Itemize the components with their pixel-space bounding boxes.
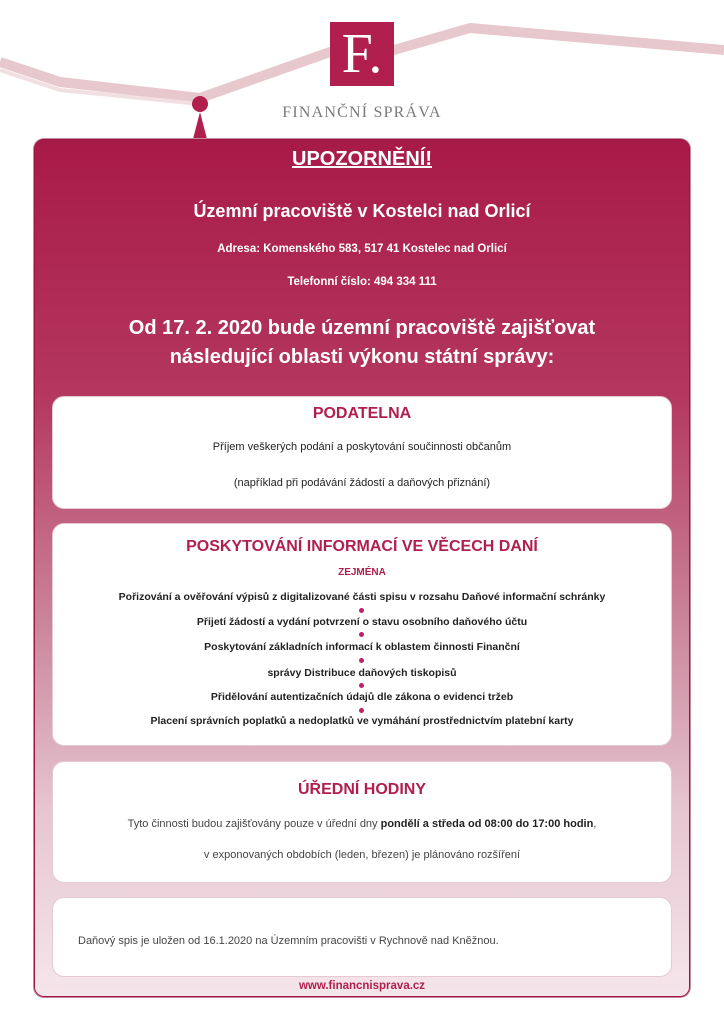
podatelna-line-1: Příjem veškerých podání a poskytování součinnosti občanům <box>212 441 512 453</box>
website-link[interactable]: www.financnisprava.cz <box>298 980 426 992</box>
informace-title: POSKYTOVÁNÍ INFORMACÍ VE VĚCECH DANÍ <box>186 538 538 555</box>
list-item: Přijetí žádostí a vydání potvrzení o stavu osobního daňového účtu <box>196 616 528 628</box>
bullet-dot-icon <box>359 632 364 637</box>
list-item: Poskytování základních informací k oblastem činnosti Finanční <box>204 641 520 653</box>
podatelna-title: PODATELNA <box>312 405 412 422</box>
hodiny-title: ÚŘEDNÍ HODINY <box>297 781 426 798</box>
office-name: Územní pracoviště v Kostelci nad Orlicí <box>193 201 531 221</box>
bullet-dot-icon <box>359 658 364 663</box>
pin-icon <box>192 96 208 112</box>
logo: F. <box>330 22 394 86</box>
hodiny-line-1 <box>53 818 671 830</box>
podatelna-line-2: (například při podávání žádostí a daňových přiznání) <box>233 477 491 489</box>
informace-card <box>52 523 672 746</box>
brand-name: FINANČNÍ SPRÁVA <box>282 104 442 121</box>
headline <box>0 314 724 372</box>
hodiny-line-2: v exponovaných obdobích (leden, březen) je plánováno rozšíření <box>203 849 521 861</box>
office-phone: Telefonní číslo: 494 334 111 <box>287 276 437 288</box>
notice-title: UPOZORNĚNÍ! <box>292 148 432 170</box>
bullet-dot-icon <box>359 683 364 688</box>
office-address: Adresa: Komenského 583, 517 41 Kostelec nad Orlicí <box>217 243 507 255</box>
list-item: správy Distribuce daňových tiskopisů <box>267 667 457 679</box>
spis-card <box>52 897 672 977</box>
bullet-dot-icon <box>359 708 364 713</box>
list-item: Placení správních poplatků a nedoplatků ve vymáhání prostřednictvím platební karty <box>150 715 574 727</box>
list-item: Pořizování a ověřování výpisů z digitalizované části spisu v rozsahu Daňové informační schránky <box>118 591 606 603</box>
hodiny-card <box>52 761 672 883</box>
bullet-dot-icon <box>359 608 364 613</box>
headline-line-2: následující oblasti výkonu státní správy: <box>169 346 555 368</box>
headline-line-1: Od 17. 2. 2020 bude územní pracoviště zajišťovat <box>128 317 596 339</box>
informace-subtitle: ZEJMÉNA <box>338 567 386 578</box>
list-item: Přidělování autentizačních údajů dle zákona o evidenci tržeb <box>210 691 514 703</box>
podatelna-card <box>52 396 672 509</box>
hodiny-line-1-prefix: Tyto činnosti budou zajišťovány pouze v úřední dny <box>127 818 381 830</box>
hodiny-office-days: pondělí a středa od 08:00 do 17:00 hodin <box>380 818 594 830</box>
spis-text: Daňový spis je uložen od 16.1.2020 na Územním pracovišti v Rychnově nad Kněžnou. <box>78 935 499 947</box>
hodiny-line-1-suffix: , <box>593 818 597 830</box>
